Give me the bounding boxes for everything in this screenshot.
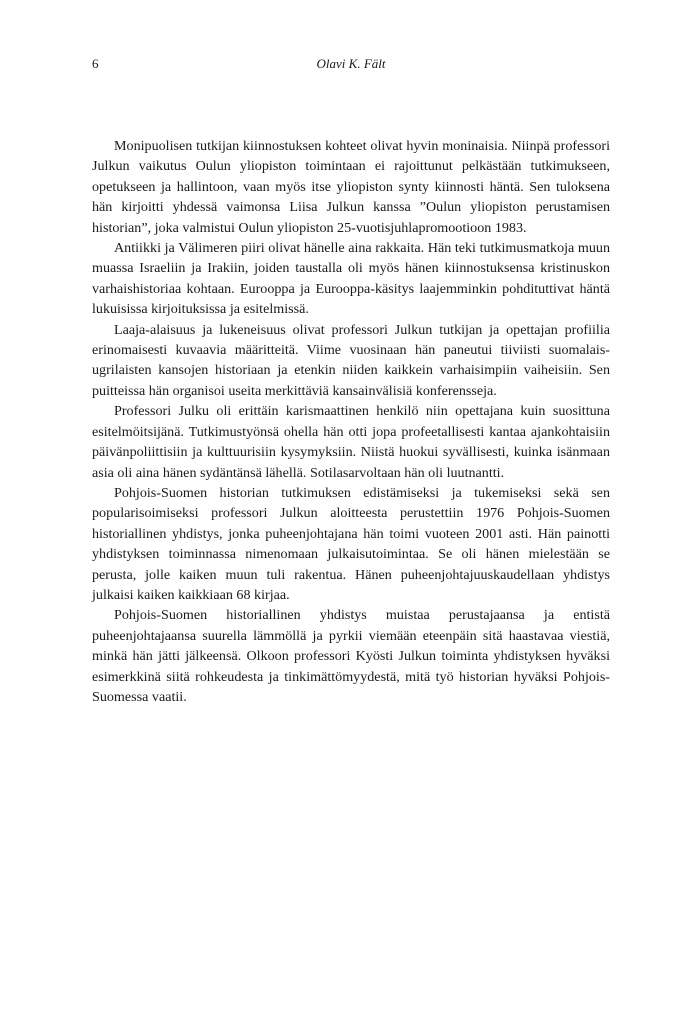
running-title: Olavi K. Fält [316, 56, 386, 71]
running-head [92, 56, 610, 76]
page-number: 6 [92, 56, 99, 71]
paragraph: Antiikki ja Välimeren piiri olivat hänelle aina rakkaita. Hän teki tutkimusmatkoja muun muassa Israeliin ja Irakiin, joiden taustalla oli myös hänen kiinnostuksensa kristinuskon varhaishistoriaa kohtaan. Eurooppa ja Eurooppa-käsitys laajemminkin pohdituttivat häntä lukuisissa kirjoituksissa ja esitelmissä. [92, 240, 610, 318]
paragraph: Monipuolisen tutkijan kiinnostuksen kohteet olivat hyvin moninaisia. Niinpä professori Julkun vaikutus Oulun yliopiston toimintaan ei rajoittunut pelkästään tutkimukseen, opetukseen ja hallintoon, vaan myös itse yliopiston synty kiinnosti häntä. Sen tuloksena hän kirjoitti yhdessä vaimonsa Liisa Julkun kanssa ”Oulun yliopiston perustamisen historian”, joka valmistui Oulun yliopiston 25-vuotisjuhlapromootioon 1983. [92, 138, 610, 236]
body-text [92, 136, 610, 707]
paragraph: Laaja-alaisuus ja lukeneisuus olivat professori Julkun tutkijan ja opettajan profiilia erinomaisesti kuvaavia määritteitä. Viime vuosinaan hän paneutui tiiviisti suomalais-ugrilaisten kansojen historiaan ja etenkin niiden kaikkein varhaisimpiin vaiheisiin. Sen puitteissa hän organisoi useita merkittäviä kansainvälisiä konferensseja. [92, 321, 610, 399]
paragraph: Professori Julku oli erittäin karismaattinen henkilö niin opettajana kuin suosittuna esitelmöitsijänä. Tutkimustyönsä ohella hän otti jopa profeetallisesti kantaa ajankohtaisiin päivänpoliittisiin ja kulttuurisiin kysymyksiin. Niistä huokui syvällisesti, kuinka isänmaan asia oli aina hänen sydäntänsä lähellä. Sotilasarvoltaan hän oli luutnantti. [92, 403, 610, 481]
paragraph: Pohjois-Suomen historian tutkimuksen edistämiseksi ja tukemiseksi sekä sen popularisoimiseksi professori Julkun aloitteesta perustettiin 1976 Pohjois-Suomen historiallinen yhdistys, jonka puheenjohtajana hän toimi vuoteen 2001 asti. Hän painotti yhdistyksen toiminnassa nimenomaan julkaisutoimintaa. Se oli hänen mielestään se perusta, jolle kaiken muun tuli rakentua. Hänen puheenjohtajuuskaudellaan yhdistys julkaisi kaiken kaikkiaan 68 kirjaa. [92, 484, 610, 603]
paragraph: Pohjois-Suomen historiallinen yhdistys muistaa perustajaansa ja entistä puheenjohtajaansa suurella lämmöllä ja pyrkii viemään eteenpäin sitä haastavaa viestiä, minkä hän jätti jälkeensä. Olkoon professori Kyösti Julkun toiminta yhdistyksen hyväksi esimerkkinä siitä rohkeudesta ja tinkimättömyydestä, mitä työ historian hyväksi Pohjois-Suomessa vaatii. [92, 607, 610, 705]
